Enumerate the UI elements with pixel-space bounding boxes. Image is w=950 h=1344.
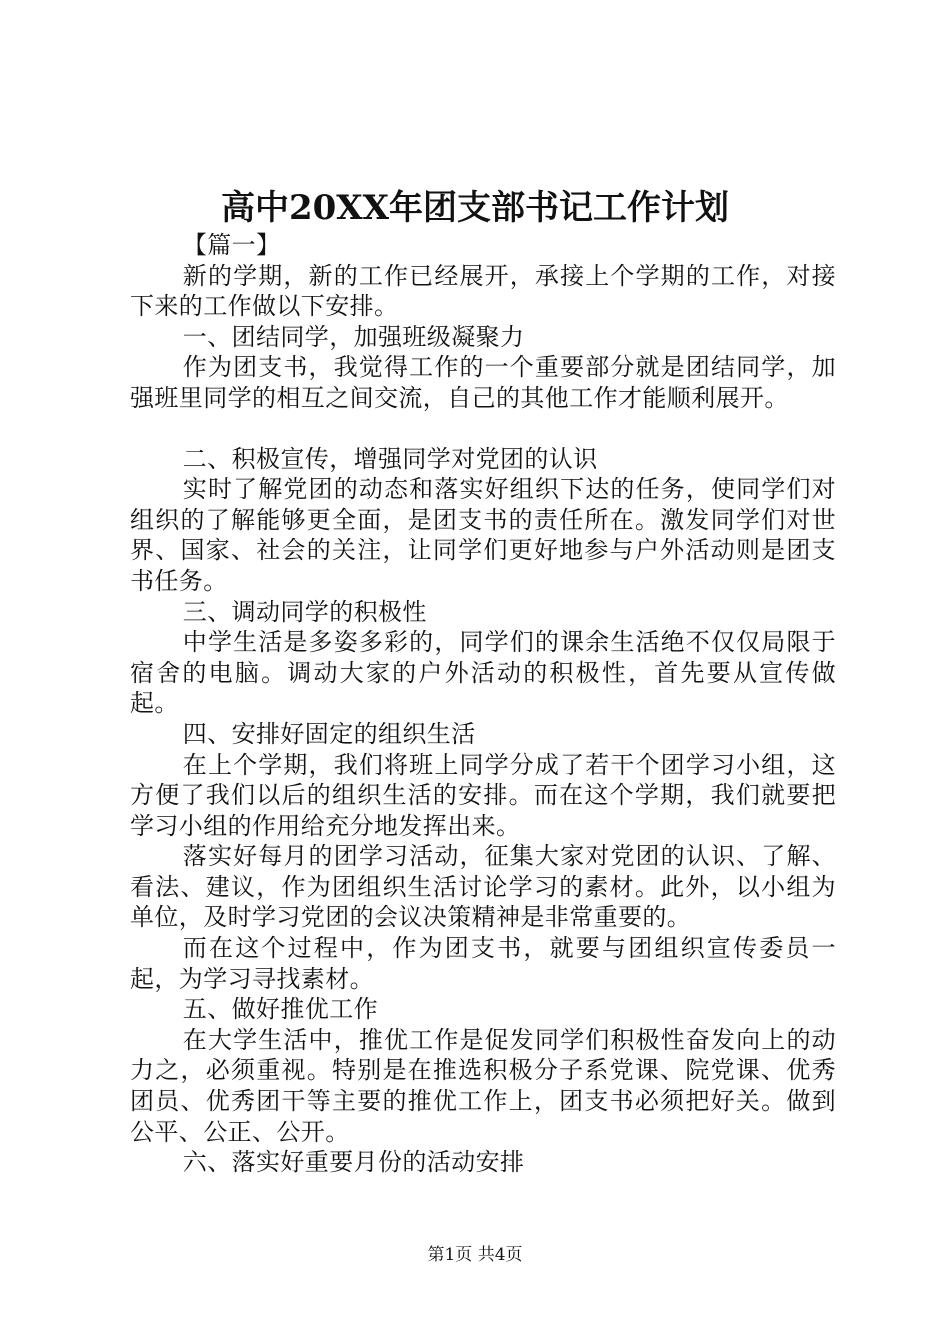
heading-section-5: 五、做好推优工作 [182, 995, 378, 1024]
paragraph-section-5: 在大学生活中，推优工作是促发同学们积极性奋发向上的动力之，必须重视。特别是在推选积极分子系党课、院党课、优秀团员、优秀团干等主要的推优工作上，团支书必须把好关。做到公平、公正、公开。 [130, 1025, 836, 1146]
paragraph-section-4-a: 在上个学期，我们将班上同学分成了若干个团学习小组，这方便了我们以后的组织生活的安排。而在这个学期，我们就要把学习小组的作用给充分地发挥出来。 [130, 750, 836, 840]
heading-section-2: 二、积极宣传，增强同学对党团的认识 [182, 444, 598, 473]
document-title: 高中20XX年团支部书记工作计划 [220, 188, 730, 228]
heading-section-6: 六、落实好重要月份的活动安排 [182, 1148, 525, 1177]
paragraph-section-3: 中学生活是多姿多彩的，同学们的课余生活绝不仅仅局限于宿舍的电脑。调动大家的户外活动的积极性，首先要从宣传做起。 [130, 628, 836, 718]
heading-section-4: 四、安排好固定的组织生活 [182, 719, 476, 748]
heading-section-1: 一、团结同学，加强班级凝聚力 [182, 322, 525, 351]
paragraph-section-2: 实时了解党团的动态和落实好组织下达的任务，使同学们对组织的了解能够更全面，是团支书的责任所在。激发同学们对世界、国家、社会的关注，让同学们更好地参与户外活动则是团支书任务。 [130, 475, 836, 595]
section-label: 【篇一】 [182, 231, 281, 259]
page-footer: 第1页 共4页 [427, 1245, 523, 1265]
document-body [130, 230, 836, 1178]
paragraph-section-1: 作为团支书，我觉得工作的一个重要部分就是团结同学，加强班里同学的相互之间交流，自己的其他工作才能顺利展开。 [130, 353, 836, 412]
paragraph-section-4-b: 落实好每月的团学习活动，征集大家对党团的认识、了解、看法、建议，作为团组织生活讨论学习的素材。此外，以小组为单位，及时学习党团的会议决策精神是非常重要的。 [130, 842, 836, 932]
paragraph-section-4-c: 而在这个过程中，作为团支书，就要与团组织宣传委员一起，为学习寻找素材。 [130, 934, 836, 993]
heading-section-3: 三、调动同学的积极性 [182, 597, 427, 626]
paragraph-intro: 新的学期，新的工作已经展开，承接上个学期的工作，对接下来的工作做以下安排。 [130, 261, 836, 321]
